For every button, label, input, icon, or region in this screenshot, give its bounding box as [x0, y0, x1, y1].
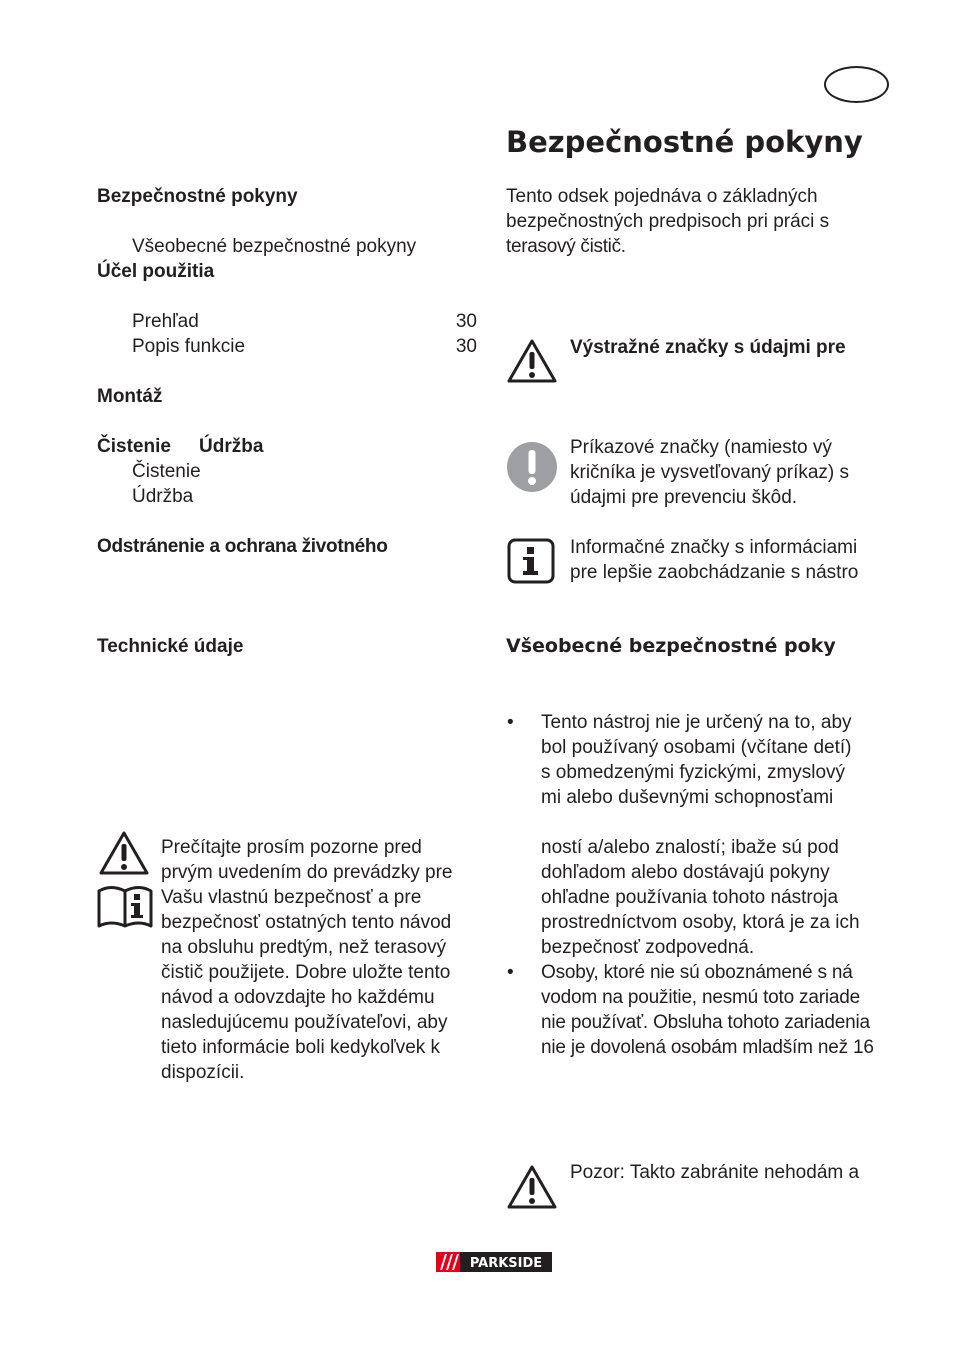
- toc-section-maintenance: Údržba: [199, 436, 264, 457]
- warning-signs-label: Výstražné značky s údajmi pre: [570, 337, 846, 358]
- svg-text:PARKSIDE: PARKSIDE: [469, 1256, 543, 1271]
- intro-paragraph: Tento odsek pojednáva o základných bezpečnostných predpisoch pri práci s terasový čistič.: [506, 186, 830, 257]
- warning-triangle-icon: [98, 830, 150, 876]
- toc-section-technical-data: Technické údaje: [97, 636, 244, 657]
- toc-item-general-safety: Všeobecné bezpečnostné pokyny: [132, 236, 417, 257]
- toc-section-cleaning: Čistenie: [97, 436, 171, 457]
- bullet-item-2: Osoby, ktoré nie sú oboznámené s ná vodom na použitie, nesmú toto zariade nie používať. Obsluha tohoto zariadenia nie je dovolená osobám mladším než 16: [541, 962, 874, 1058]
- toc-section-intended-use: Účel použitia: [97, 261, 215, 282]
- toc-item-maintenance: Údržba: [132, 486, 194, 507]
- toc-item-cleaning: Čistenie: [132, 461, 201, 482]
- info-sign-icon: [507, 538, 555, 584]
- toc-section-assembly: Montáž: [97, 386, 163, 407]
- general-safety-heading: Všeobecné bezpečnostné poky: [506, 635, 836, 657]
- toc-item-function: Popis funkcie: [132, 336, 246, 357]
- toc-section-disposal: Odstránenie a ochrana životného: [97, 536, 388, 557]
- toc-page-number: 30: [455, 336, 477, 357]
- toc-page-number: 30: [455, 311, 477, 332]
- caution-text: Pozor: Takto zabránite nehodám a: [570, 1162, 860, 1183]
- warning-triangle-icon: [506, 338, 558, 384]
- read-manual-notice: Prečítajte prosím pozorne pred prvým uvedením do prevádzky pre Vašu vlastnú bezpečnosť a pre bezpečnosť ostatných tento návod na obsluhu predtým, než terasový čistič použijete. Dobre uložte tento návod a odovzdajte ho každému nasledujúcemu používateľovi, aby tieto informácie boli kedykoľvek k dispozícii.: [161, 837, 453, 1083]
- mandatory-sign-icon: [506, 441, 558, 493]
- language-badge: [824, 66, 889, 103]
- info-signs-text: Informačné značky s informáciami pre lepšie zaobchádzanie s nástro: [570, 537, 859, 583]
- read-manual-icon: [96, 882, 154, 930]
- bullet-item-1-continued: ností a/alebo znalostí; ibaže sú pod dohľadom alebo dostávajú pokyny ohľadne používania tohoto nástroja prostredníctvom osoby, ktorá je za ich bezpečnosť zodpovedná.: [541, 837, 860, 958]
- bullet-marker: •: [507, 712, 514, 733]
- mandatory-signs-text: Príkazové značky (namiesto vý kričníka je vysvetľovaný príkaz) s údajmi pre prevenciu škôd.: [570, 437, 850, 508]
- toc-section-safety: Bezpečnostné pokyny: [97, 186, 298, 207]
- bullet-item-1: Tento nástroj nie je určený na to, aby bol používaný osobami (včítane detí) s obmedzenými fyzickými, zmyslový mi alebo duševnými schopnosťami: [541, 712, 852, 808]
- toc-item-overview: Prehľad: [132, 311, 199, 332]
- page-title: Bezpečnostné pokyny: [506, 125, 863, 159]
- parkside-logo: [436, 1252, 552, 1272]
- warning-triangle-icon: [506, 1164, 558, 1210]
- bullet-marker: •: [507, 962, 514, 983]
